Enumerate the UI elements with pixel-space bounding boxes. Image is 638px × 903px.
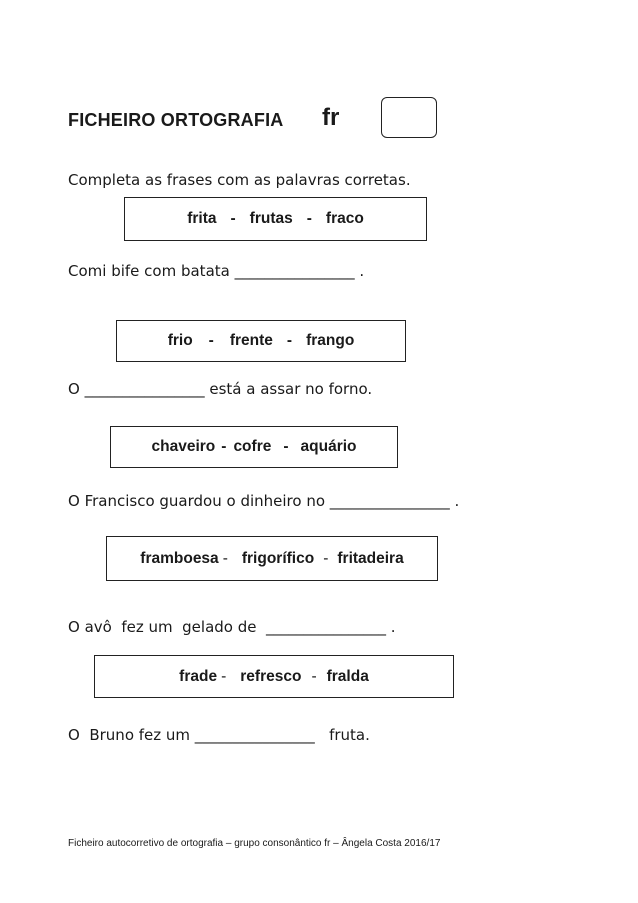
word-separator: - — [230, 210, 236, 227]
word-option[interactable]: frango — [306, 332, 355, 349]
word-bank-1 — [124, 197, 427, 241]
sentence-4: O avô fez um gelado de ________________ . — [68, 618, 396, 636]
word-option[interactable]: frita — [187, 210, 217, 227]
word-option[interactable]: frutas — [249, 210, 293, 227]
instruction-text: Completa as frases com as palavras corretas. — [68, 171, 411, 189]
word-option[interactable]: frade — [179, 667, 218, 685]
word-separator: - — [222, 549, 228, 567]
word-option[interactable]: chaveiro — [151, 438, 216, 455]
word-separator: - — [286, 332, 293, 349]
word-bank-3 — [110, 426, 398, 468]
sentence-2: O ________________ está a assar no forno. — [68, 380, 373, 398]
word-bank-5 — [94, 655, 454, 698]
word-separator: - — [323, 549, 329, 567]
word-separator: - — [306, 210, 312, 227]
word-option[interactable]: frente — [229, 332, 273, 349]
page-title: FICHEIRO ORTOGRAFIA — [68, 110, 284, 130]
word-option[interactable]: refresco — [240, 667, 302, 685]
word-option[interactable]: cofre — [233, 438, 272, 455]
word-separator: - — [221, 438, 227, 455]
word-bank-2 — [116, 320, 406, 362]
word-option[interactable]: frio — [167, 332, 193, 349]
consonant-group-label: fr — [322, 104, 340, 131]
word-separator: - — [311, 667, 317, 685]
word-option[interactable]: fritadeira — [337, 549, 404, 567]
sentence-3: O Francisco guardou o dinheiro no ________________ . — [68, 492, 460, 510]
word-option[interactable]: frigorífico — [241, 549, 315, 567]
word-separator: - — [283, 438, 289, 455]
word-option[interactable]: aquário — [300, 438, 357, 455]
word-separator: - — [208, 332, 214, 349]
word-option[interactable]: fralda — [326, 667, 369, 685]
score-box[interactable] — [381, 97, 437, 138]
sentence-1: Comi bife com batata ________________ . — [68, 262, 365, 280]
page-footer: Ficheiro autocorretivo de ortografia – grupo consonântico fr – Ângela Costa 2016/17 — [68, 838, 441, 849]
word-option[interactable]: framboesa — [140, 549, 219, 567]
word-separator: - — [221, 667, 227, 685]
word-option[interactable]: fraco — [325, 210, 364, 227]
word-bank-4 — [106, 536, 438, 581]
sentence-5: O Bruno fez um ________________ fruta. — [68, 726, 370, 744]
